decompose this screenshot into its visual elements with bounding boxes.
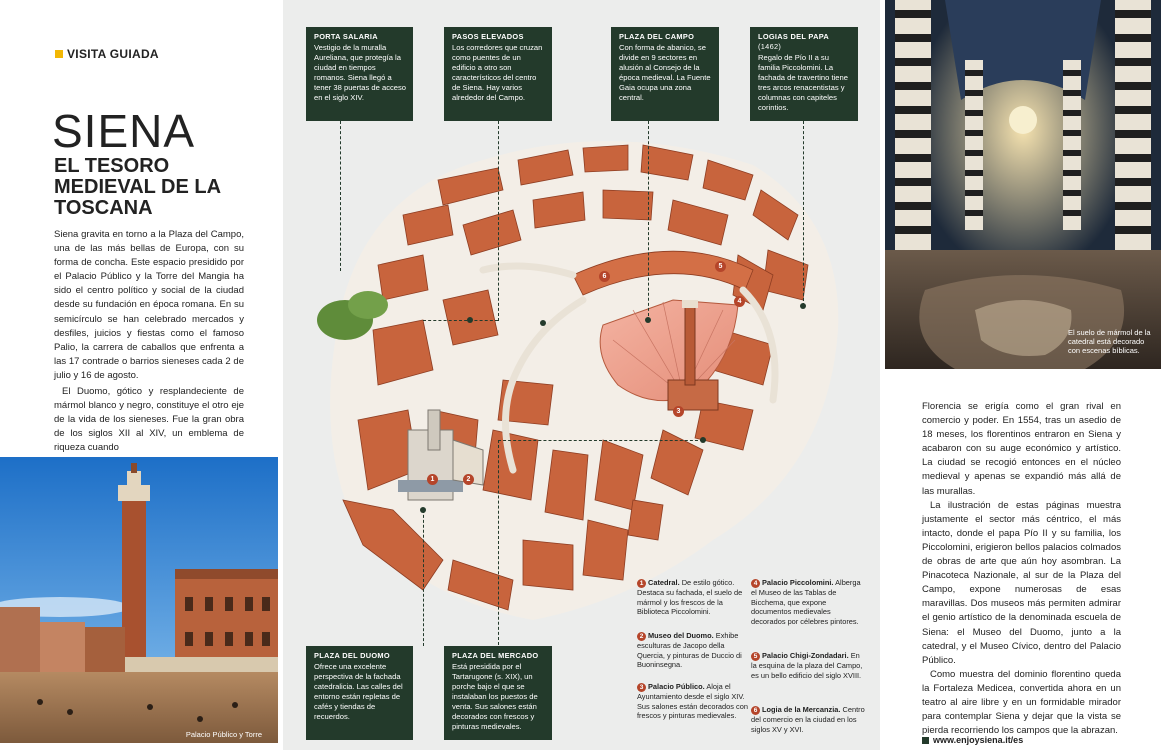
note-title: PLAZA DEL CAMPO: [619, 32, 695, 41]
legend-name: Palacio Piccolomini.: [762, 578, 834, 587]
leader-plaza-mercado-h: [498, 440, 703, 441]
marker-2: 2: [463, 474, 474, 485]
pointer-dot: [540, 320, 546, 326]
legend-item: [637, 631, 753, 670]
legend-name: Palacio Público.: [648, 682, 705, 691]
legend-text: Centro del comercio en la ciudad en los siglos XV y XVI.: [751, 705, 865, 734]
legend-item: [751, 705, 867, 734]
legend-number: 1: [637, 579, 646, 588]
pointer-dot: [420, 507, 426, 513]
note-title: PASOS ELEVADOS: [452, 32, 524, 41]
marker-3: 3: [673, 406, 684, 417]
note-pasos-elevados: [444, 27, 552, 121]
note-title: PLAZA DEL DUOMO: [314, 651, 390, 660]
marker-5: 5: [715, 261, 726, 272]
note-text: Ofrece una excelente perspectiva de la fachada catedralicia. Las calles del entorno están repletas de cafés y tiendas de recuerdos.: [314, 662, 403, 721]
leader-pasos-elevados: [498, 121, 499, 321]
note-title-text: LOGIAS DEL PAPA: [758, 32, 829, 41]
legend-name: Catedral.: [648, 578, 680, 587]
palacio-publico-illustration: [0, 457, 278, 743]
body-text-right: [922, 400, 1121, 738]
legend-number: 3: [637, 683, 646, 692]
note-title: [758, 32, 852, 52]
leader-plaza-mercado: [498, 440, 499, 645]
section-label-text: VISITA GUIADA: [67, 47, 159, 61]
note-text: Regalo de Pío II a su familia Piccolomini. La fachada de travertino tiene tres arcos renacentistas y columnas con capiteles corintios.: [758, 53, 848, 112]
photo-left-caption: Palacio Público y Torre: [185, 730, 262, 739]
legend-number: 5: [751, 652, 760, 661]
left-column: [0, 0, 283, 750]
note-logias-papa: [750, 27, 858, 121]
pointer-dot: [700, 437, 706, 443]
leader-pasos-elevados-h: [423, 320, 498, 321]
pointer-dot: [645, 317, 651, 323]
note-title: PLAZA DEL MERCADO: [452, 651, 539, 660]
note-text: Los corredores que cruzan como puentes de un edificio a otro son característicos del centro de Siena. Hay varios alrededor del Campo.: [452, 43, 543, 102]
note-title-year: (1462): [758, 42, 782, 51]
pointer-dot: [467, 317, 473, 323]
pointer-dot: [800, 303, 806, 309]
legend-number: 4: [751, 579, 760, 588]
legend-name: Museo del Duomo.: [648, 631, 714, 640]
page-title: SIENA: [52, 105, 196, 157]
right-paragraph-1: Florencia se erigía como el gran rival en comercio y poder. En 1554, tras un asedio de 18 meses, los florentinos entraron en Siena y acabaron con su auge económico y artístico. La ciudad se recogió entonces en el núcleo medieval y apenas se expandió más allá de las murallas.: [922, 401, 1121, 497]
note-text: Vestigio de la muralla Aureliana, que protegía la ciudad en tiempos romanos. Siena llegó a tener 38 puertas de acceso en el siglo XIV.: [314, 43, 407, 102]
legend-text: Exhibe esculturas de Jacopo della Quercia, y pinturas de Duccio di Buoninsegna.: [637, 631, 742, 669]
legend-number: 2: [637, 632, 646, 641]
leader-logias: [803, 121, 804, 306]
note-plaza-mercado: [444, 646, 552, 740]
section-square-icon: [55, 50, 63, 58]
note-plaza-duomo: [306, 646, 413, 740]
legend-text: De estilo gótico. Destaca su fachada, el suelo de mármol y los frescos de la Biblioteca Piccolomini.: [637, 578, 743, 616]
website-url: www.enjoysiena.it/es: [933, 735, 1024, 745]
note-text: Está presidida por el Tartarugone (s. XIX), un porche bajo el que se instalaban los puestos de venta. Sus salones están decorados con frescos y pinturas medievales.: [452, 662, 538, 731]
website-link[interactable]: [922, 735, 1023, 745]
photo-right-caption: El suelo de mármol de la catedral está decorado con escenas bíblicas.: [1068, 328, 1151, 355]
leader-porta-salaria: [340, 121, 341, 271]
right-paragraph-2: La ilustración de estas páginas muestra justamente el sector más céntrico, el más intacto, donde el papa Pío II y su familia, los Piccolomini, erigieron bellos palacios colmados de obras de arte que aún hoy asombran. La Pinacoteca Nazionale, al sur de la Plaza del Campo, expone numerosas de esas maravillas. Dos museos más permiten admirar el genio artístico de la denominada escuela de Siena: el Museo del Duomo, junto a la catedral, y el Museo Cívico, dentro del Palacio Público.: [922, 499, 1121, 666]
marker-1: 1: [427, 474, 438, 485]
intro-text: [54, 228, 244, 458]
note-plaza-campo: [611, 27, 719, 121]
link-square-icon: [922, 737, 929, 744]
legend-name: Palacio Chigi-Zondadari.: [762, 651, 849, 660]
leader-plaza-campo: [648, 121, 649, 321]
legend-item: [751, 651, 867, 680]
legend-text: Aloja el Ayuntamiento desde el siglo XIV. Sus salones están decorados con frescos y pinturas medievales.: [637, 682, 748, 720]
legend-item: [637, 682, 753, 721]
intro-paragraph-2: El Duomo, gótico y resplandeciente de mármol blanco y negro, constituye el otro eje de la vida de los sieneses. Fue la gran obra de los siglos XII al XIV, un emblema de riqueza cuando: [54, 386, 244, 454]
marker-4: 4: [734, 296, 745, 307]
legend-text: Alberga el Museo de las Tablas de Bicchema, que expone documentos medievales decorados por célebres pintores.: [751, 578, 861, 626]
legend-item: [637, 578, 753, 617]
right-paragraph-3: Como muestra del dominio florentino queda la Fortaleza Medicea, convertida ahora en un teatro al aire libre y en un formidable mirador para contemplar Siena y dejar que la vista se pierda recorriendo los campos que la abrazan.: [922, 668, 1121, 737]
marker-6: 6: [599, 271, 610, 282]
intro-paragraph-1: Siena gravita en torno a la Plaza del Campo, una de las más bellas de Europa, con su forma de concha. Este espacio presidido por el Palacio Público y la Torre del Mangia ha sido el centro político y social de la ciudad desde su fundación en época romana. En su semicírculo se han celebrado mercados y desfiles, juicios y fiestas como el famoso Palio, la carrera de caballos que enfrenta a las 17 contrade o barrios sieneses cada 2 de julio y 16 de agosto.: [54, 229, 244, 381]
legend-text: En la esquina de la plaza del Campo, es un bello edificio del siglo XVIII.: [751, 651, 863, 680]
page-subtitle: EL TESORO MEDIEVAL DE LA TOSCANA: [54, 155, 221, 219]
legend-number: 6: [751, 706, 760, 715]
note-text: Con forma de abanico, se divide en 9 sectores en alusión al Consejo de la época medieval. La Fuente Gaia ocupa una zona central.: [619, 43, 711, 102]
map-legend: [631, 575, 871, 745]
photo-cathedral-interior: [885, 0, 1161, 369]
legend-item: [751, 578, 867, 626]
cathedral-interior-illustration: [885, 0, 1161, 369]
note-porta-salaria: [306, 27, 413, 121]
note-title: PORTA SALARIA: [314, 32, 378, 41]
section-label: [55, 47, 159, 61]
photo-palacio-publico: [0, 457, 278, 743]
legend-name: Logia de la Mercanzia.: [762, 705, 841, 714]
leader-plaza-duomo: [423, 510, 424, 646]
